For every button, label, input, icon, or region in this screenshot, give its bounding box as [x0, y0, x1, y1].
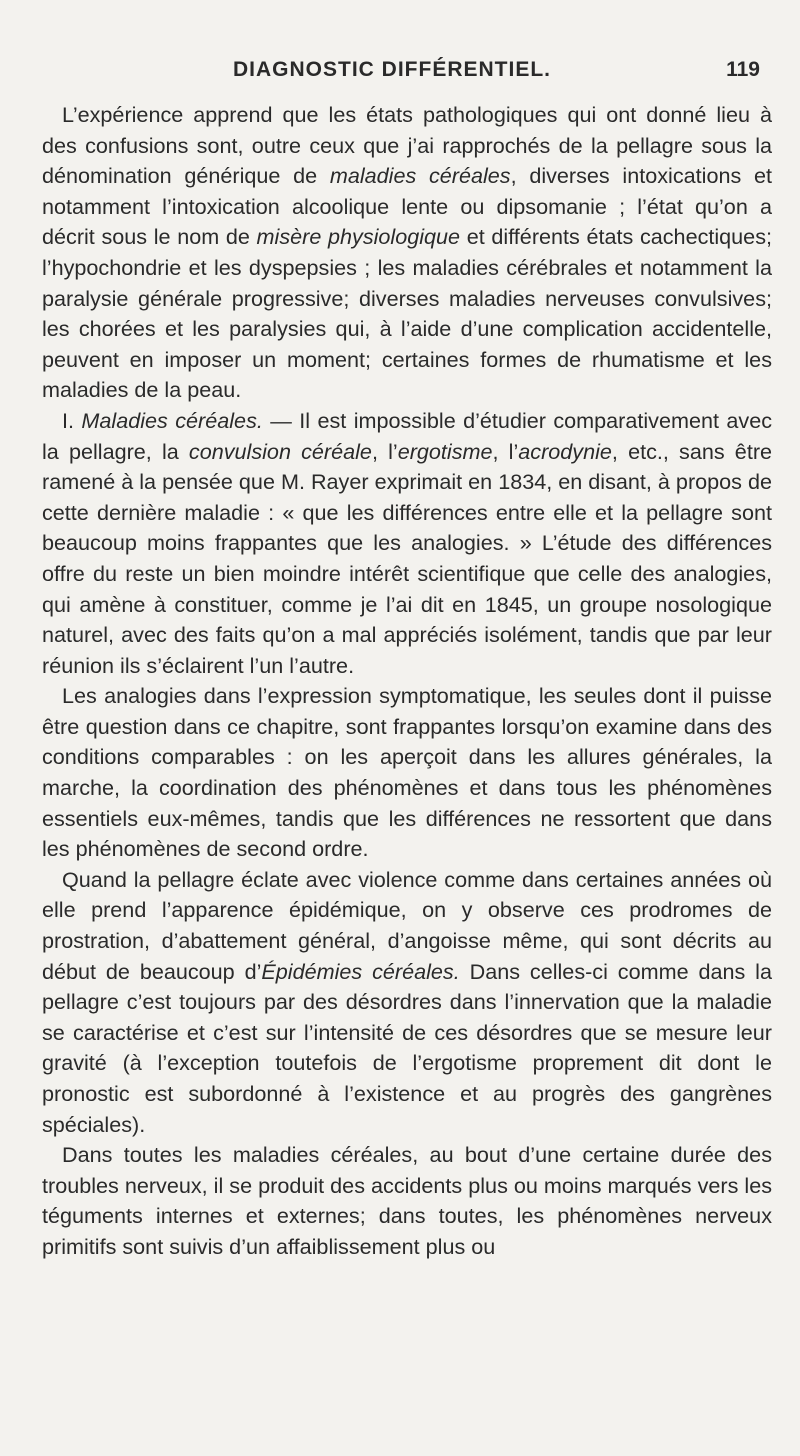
italic-term: maladies céréales: [329, 163, 511, 189]
section-heading: Maladies céréales.: [81, 407, 263, 433]
italic-term: Épidémies céréales.: [261, 958, 460, 984]
italic-term: ergotisme: [397, 438, 493, 464]
text-run: I.: [62, 407, 82, 433]
paragraph-2: [42, 406, 772, 681]
text-run: Dans toutes les maladies céréales, au bout d’une certaine durée des troubles nerveux, il se produit des accidents plus ou moins marqués vers les téguments internes et externes; dans toutes, les phénomènes nerveux primitifs sont suivis d’un affaiblissement plus ou: [42, 1142, 772, 1259]
paragraph-1: [42, 100, 772, 406]
text-run: et différents états cachectiques; l’hypochondrie et les dyspepsies ; les maladies cérébrales et notamment la paralysie générale progressive; diverses maladies nerveuses convulsives; les chorées et les paralysies qui, à l’aide d’une complication accidentelle, peuvent en imposer un moment; certaines formes de rhumatisme et les maladies de la peau.: [42, 224, 772, 403]
running-head: [42, 48, 772, 86]
italic-term: misère physiologique: [256, 224, 461, 250]
text-run: , l’: [371, 438, 398, 464]
paragraph-4: [42, 865, 772, 1140]
running-title: DIAGNOSTIC DIFFÉRENTIEL.: [233, 58, 551, 81]
text-run: — Il est impossible d’étudier comparativement avec la pellagre, la: [42, 407, 773, 464]
text-run: L’expérience apprend que les états pathologiques qui ont donné lieu à des confusions sont, outre ceux que j’ai rapprochés de la pellagre sous la dénomination générique de: [42, 102, 772, 189]
text-run: , etc., sans être ramené à la pensée que M. Rayer exprimait en 1834, en disant, à propos de cette dernière maladie : « que les différences entre elle et la pellagre sont beaucoup moins frappantes que les analogies. » L’étude des différences offre du reste un bien moindre intérêt scientifique que celle des analogies, qui amène à constituer, comme je l’ai dit en 1845, un groupe nosologique naturel, avec des faits qu’on a mal appréciés isolément, tandis que par leur réunion ils s’éclairent l’un l’autre.: [42, 438, 773, 678]
text-run: , diverses intoxications et notamment l’intoxication alcoolique lente ou dipsomanie ; l’état qu’on a décrit sous le nom de: [42, 163, 772, 250]
text-run: Dans celles-ci comme dans la pellagre c’est toujours par des désordres dans l’innervation que la maladie se caractérise et c’est sur l’intensité de ces désordres que se mesure leur gravité (à l’exception toutefois de l’ergotisme proprement dit dont le pronostic est subordonné à l’existence et au progrès des gangrènes spéciales).: [42, 958, 772, 1137]
paragraph-5: [42, 1140, 772, 1262]
book-page: [0, 48, 800, 1456]
text-run: Quand la pellagre éclate avec violence comme dans certaines années où elle prend l’apparence épidémique, on y observe ces prodromes de prostration, d’abattement général, d’angoisse même, qui sont décrits au début de beaucoup d’: [42, 866, 772, 984]
page-number: 119: [726, 58, 760, 81]
paragraph-3: [42, 681, 772, 865]
italic-term: convulsion céréale: [188, 438, 372, 464]
text-run: Les analogies dans l’expression symptomatique, les seules dont il puisse être question dans ce chapitre, sont frappantes lorsqu’on examine dans des conditions comparables : on les aperçoit dans les allures générales, la marche, la coordination des phénomènes et dans tous les phénomènes essentiels eux-mêmes, tandis que les différences ne ressortent que dans les phénomènes de second ordre.: [42, 683, 772, 862]
italic-term: acrodynie: [518, 438, 612, 464]
body-text: [42, 100, 772, 1263]
text-run: , l’: [492, 438, 519, 464]
